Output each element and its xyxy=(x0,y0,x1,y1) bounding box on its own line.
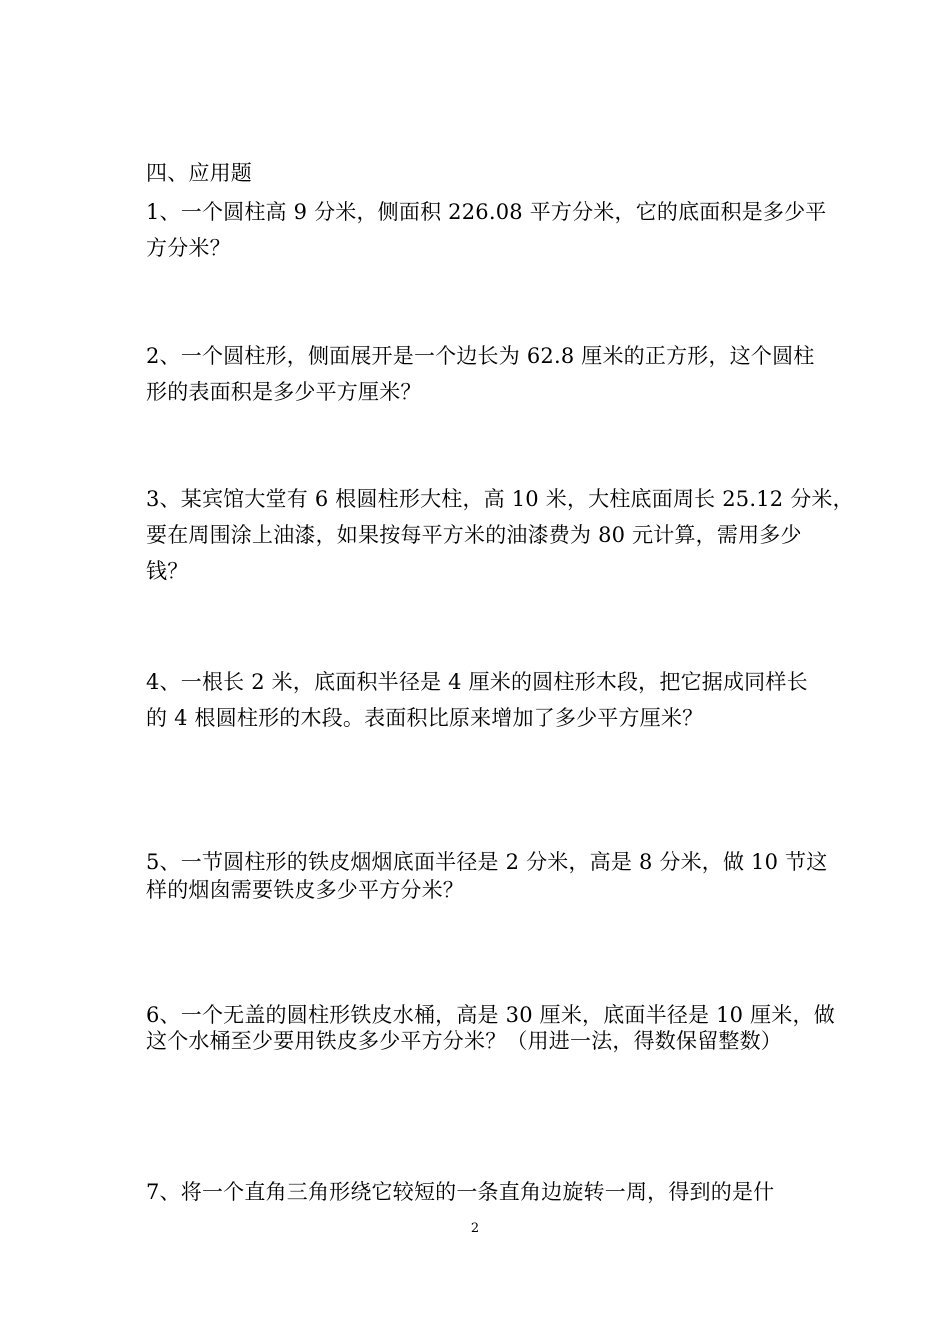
question-5-line-1: 5、一节圆柱形的铁皮烟烟底面半径是 2 分米，高是 8 分米，做 10 节这 xyxy=(146,850,828,874)
question-7-line-1: 7、将一个直角三角形绕它较短的一条直角边旋转一周，得到的是什 xyxy=(146,1180,775,1204)
question-3-line-1: 3、某宾馆大堂有 6 根圆柱形大柱，高 10 米，大柱底面周长 25.12 分米， xyxy=(146,487,854,511)
question-2-line-1: 2、一个圆柱形，侧面展开是一个边长为 62.8 厘米的正方形，这个圆柱 xyxy=(146,344,815,368)
page-number: 2 xyxy=(470,1221,480,1236)
question-4-line-2: 的 4 根圆柱形的木段。表面积比原来增加了多少平方厘米？ xyxy=(146,706,704,730)
question-2-line-2: 形的表面积是多少平方厘米？ xyxy=(146,380,422,404)
question-6-line-2: 这个水桶至少要用铁皮多少平方分米？（用进一法，得数保留整数） xyxy=(146,1029,782,1053)
question-3-line-3: 钱？ xyxy=(146,559,189,583)
section-title: 四、应用题 xyxy=(146,161,252,185)
question-1-line-1: 1、一个圆柱高 9 分米，侧面积 226.08 平方分米，它的底面积是多少平 xyxy=(146,200,827,224)
question-1-line-2: 方分米？ xyxy=(146,236,231,260)
question-5-line-2: 样的烟囱需要铁皮多少平方分米？ xyxy=(146,878,464,902)
question-3-line-2: 要在周围涂上油漆，如果按每平方米的油漆费为 80 元计算，需用多少 xyxy=(146,523,802,547)
question-6-line-1: 6、一个无盖的圆柱形铁皮水桶，高是 30 厘米，底面半径是 10 厘米，做 xyxy=(146,1003,835,1027)
question-4-line-1: 4、一根长 2 米，底面积半径是 4 厘米的圆柱形木段，把它据成同样长 xyxy=(146,670,808,694)
